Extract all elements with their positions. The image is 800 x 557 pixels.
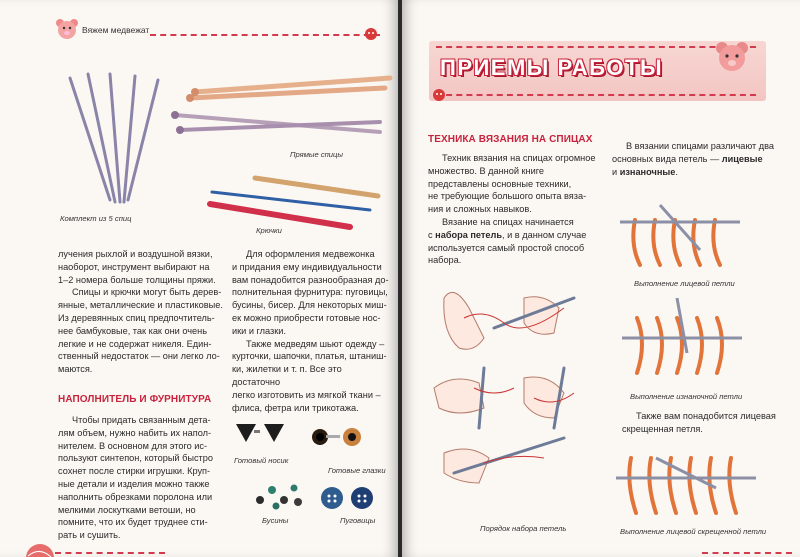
left-col1b-text [58,414,228,542]
text-line: лучения рыхлой и воздушной вязки, [58,249,213,259]
text-fragment: и [612,166,620,177]
text-line: множество. В данной книге [428,165,545,176]
text-line: Также медведям шьют одежду – [246,338,385,349]
text-line: ек можно приобрести готовые нос- [232,312,381,323]
text-line: сохнет после стирки игрушки. Круп- [58,466,211,477]
text-line: легкие и не содержат никеля. Един- [58,338,212,349]
text-line [612,153,792,166]
text-line: маются. [58,364,93,375]
dpn-set-illustration [60,70,170,210]
text-line: Из деревянных спиц предпочтитель- [58,312,215,323]
text-line: и придания ему индивидуальности [232,261,382,272]
caption-eyes: Готовые глазки [328,466,386,475]
text-line: помните, что их будет труднее сти- [58,517,208,528]
text-line: пользуют синтепон, который быстро [58,453,213,464]
teddy-bear-icon [712,40,752,80]
caption-hooks: Крючки [256,226,282,235]
text-line: используется самый простой способ [428,242,585,253]
text-line: курточки, шапочки, платья, штаниш- [232,351,387,362]
text-line: Чтобы придать связанным дета- [72,415,211,425]
text-line: В вязании спицами различают два [626,141,775,151]
caption-cast-on: Порядок набора петель [480,524,567,533]
safety-eyes-illustration [310,425,380,455]
text-line: наполнить обрезками поролона или [58,491,213,502]
text-line: полнительная фурнитура: пуговицы, [232,287,388,298]
crochet-hooks-illustration [200,172,385,232]
left-page [0,0,398,557]
text-line: флиса, фетра или трикотажа. [232,402,359,413]
text-line: вам понадобится разнообразная до- [232,274,389,285]
text-line: скрещенная петля. [622,423,703,434]
text-line: ственный недостаток — они легко ло- [58,351,220,362]
text-line: янные, металлические и пластиковые. [58,300,223,311]
left-col1-text [58,248,228,376]
beads-illustration [254,480,314,510]
text-line: ния и сложных навыков. [428,204,532,215]
term-purl: изнаночные [619,166,676,177]
left-col2-text [232,248,392,414]
text-line: рать и сушить. [58,530,121,541]
text-line: легко изготовить из мягкой ткани – [232,389,381,400]
caption-straight-needles: Прямые спицы [290,150,343,159]
teddy-bear-head-icon [56,18,78,40]
section-heading-knitting: ТЕХНИКА ВЯЗАНИЯ НА СПИЦАХ [428,134,593,145]
twisted-knit-stitch-illustration [616,448,756,518]
caption-dpn-set: Комплект из 5 спиц [60,214,132,223]
text-line: представлены основные техники, [428,178,572,189]
banner-stitch-top [436,46,756,48]
cast-on-steps-illustration [424,278,604,493]
yarn-ball-icon [20,538,60,557]
text-line: лям объем, нужно набить их напол- [58,427,212,438]
term-knit: лицевые [721,153,763,164]
text-line: 1–2 номера больше толщины пряжи. [58,274,216,285]
caption-twisted-knit: Выполнение лицевой скрещенной петли [620,527,767,536]
text-fragment: , и в данном случае [502,229,587,240]
stitch-divider-bottom [55,552,165,554]
straight-needles-illustration [165,70,395,150]
text-fragment: . [675,166,678,177]
text-line [612,166,792,179]
text-line: нителем. В основном для этого ис- [58,440,208,451]
knit-stitch-illustration [620,200,740,270]
text-line: наоборот, инструмент выбирают на [58,261,210,272]
purl-stitch-illustration [622,298,742,378]
text-line: Вязание на спицах начинается [442,216,574,227]
text-line: ные детали и изделия можно также [58,478,210,489]
text-line: Также вам понадобится лицевая [636,411,776,421]
text-fragment: основных вида петель — [612,153,722,164]
text-fragment: с [428,229,436,240]
text-line: не требующие большого опыта вяза- [428,191,587,202]
caption-nose: Готовый носик [234,456,289,465]
text-line: Спицы и крючки могут быть дерев- [72,287,222,298]
caption-beads: Бусины [262,516,289,525]
term-cast-on: набора петель [435,229,503,240]
text-line: набора. [428,255,462,266]
caption-purl: Выполнение изнаночной петли [630,392,743,401]
text-line: мелкими лоскутками ветоши, но [58,504,196,515]
running-head: Вяжем медвежат [82,25,150,35]
banner-stitch-bottom [436,94,756,96]
right-page [402,0,800,557]
text-line: Техник вязания на спицах огромное [442,153,596,163]
text-line: ики и глазки. [232,325,286,336]
section-heading-filler: НАПОЛНИТЕЛЬ И ФУРНИТУРА [58,394,212,405]
also-needed-text [622,410,792,436]
text-line: бусины, бисер. Для некоторых миш- [232,300,387,311]
button-ornament-icon [364,27,378,41]
text-line [428,229,606,242]
buttons-illustration [320,484,380,514]
text-line: нее бамбуковые, так как они очень [58,325,208,336]
banner-button-icon [432,88,446,102]
right-col1-text [428,152,606,267]
text-line: ки, жилетки и т. п. Все это достаточно [232,364,342,387]
chapter-title: ПРИЕМЫ РАБОТЫ [440,55,663,80]
caption-buttons: Пуговицы [340,516,376,525]
text-line: Для оформления медвежонка [246,249,375,259]
safety-noses-illustration [234,418,294,448]
stitch-divider-bottom [702,552,792,554]
caption-knit: Выполнение лицевой петли [634,279,735,288]
stitch-divider [150,34,380,36]
right-col2-text [612,140,792,178]
